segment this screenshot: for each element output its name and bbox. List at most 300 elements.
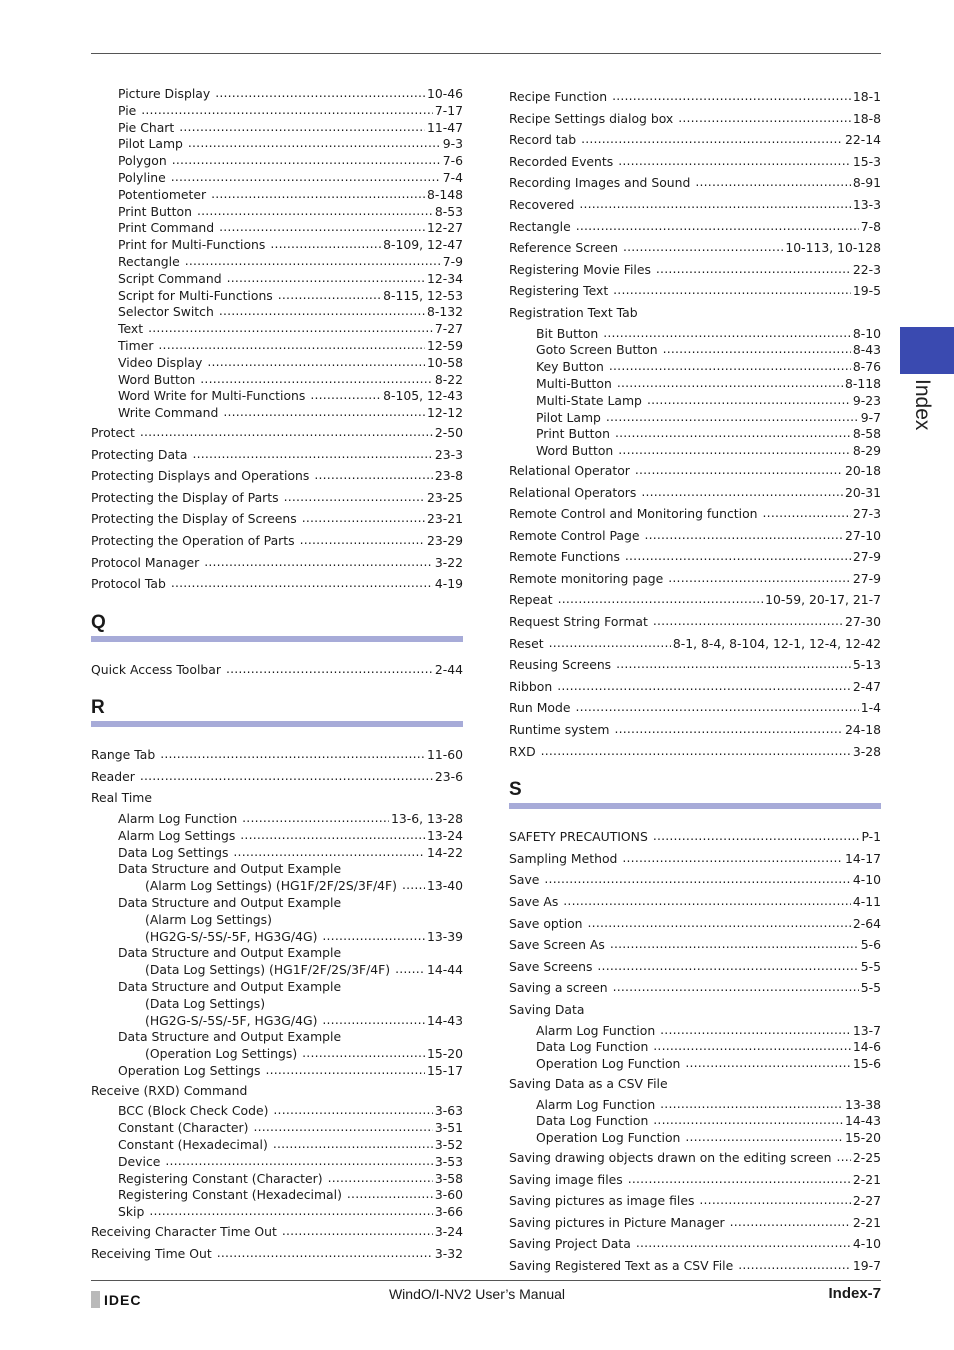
leader-dots [579,193,851,215]
index-entry-label: Remote Functions [509,549,620,565]
index-entry[interactable] [509,999,881,1021]
index-entry-page[interactable]: 3-52 [434,1137,463,1152]
leader-dots [549,632,671,654]
index-entry-page[interactable]: 10-46 [426,86,463,101]
index-entry-label: Pilot Lamp [536,409,601,425]
index-entry[interactable] [509,826,881,848]
index-entry-page[interactable]: 23-21 [426,511,463,527]
index-entry-page[interactable]: 8-22 [434,371,463,387]
index-entry-page[interactable]: 8-58 [852,426,881,442]
index-entry-page[interactable]: 7-9 [442,253,463,269]
index-entry-page[interactable]: 8-29 [852,443,881,459]
index-entry[interactable] [91,508,463,530]
index-entry[interactable] [509,151,881,173]
index-entry[interactable] [509,237,881,259]
index-entry-page[interactable]: 14-44 [426,962,463,978]
index-entry[interactable] [509,1212,881,1234]
leader-dots [328,1170,433,1187]
index-entry-page[interactable]: 3-28 [852,743,881,759]
index-entry-page[interactable]: 23-25 [426,489,463,505]
leader-dots [615,425,851,442]
index-entry[interactable] [509,482,881,504]
index-entry-page[interactable]: 7-17 [434,102,463,118]
index-entry-label: Data Log Settings [118,844,229,860]
index-entry-page[interactable]: 9-3 [442,136,463,152]
index-entry[interactable] [91,204,463,221]
index-entry-label: Record tab [509,132,577,148]
index-entry[interactable] [91,766,463,788]
index-entry[interactable] [509,719,881,741]
index-entry-page[interactable]: 13-6, 13-28 [390,811,463,827]
index-entry-page[interactable]: 2-50 [434,424,463,440]
leader-dots [302,1045,425,1062]
index-entry-page[interactable]: 8-10 [852,325,881,341]
index-side-tab-label: Index [911,379,934,431]
index-entry[interactable] [509,359,881,376]
leader-dots [233,844,425,861]
index-entry-page[interactable]: 7-6 [442,153,463,169]
index-entry[interactable] [91,1154,463,1171]
index-entry[interactable] [509,410,881,427]
index-entry-page[interactable]: 12-59 [426,337,463,353]
index-entry[interactable] [509,376,881,393]
index-entry[interactable] [509,913,881,935]
section-rule [91,636,463,642]
section-r [91,696,463,727]
index-entry[interactable] [509,280,881,302]
index-entry-label: Protect [91,424,135,440]
index-entry-page[interactable]: 2-21 [852,1214,881,1230]
index-entry[interactable] [509,891,881,913]
index-entry[interactable] [509,741,881,763]
index-entry-page[interactable]: 12-27 [426,220,463,236]
index-entry-page[interactable]: 13-38 [844,1096,881,1112]
index-entry[interactable] [91,1187,463,1204]
index-entry[interactable] [509,443,881,460]
index-entry[interactable] [509,633,881,655]
index-entry[interactable] [91,1103,463,1120]
index-entry-page[interactable]: 15-3 [852,153,881,169]
index-entry-page[interactable]: 10-113, 10-128 [785,240,881,256]
index-entry[interactable] [91,1080,463,1102]
index-entry-page[interactable]: 8-105, 12-43 [383,388,463,404]
index-entry-page[interactable]: 8-109, 12-47 [383,237,463,253]
index-entry[interactable] [91,1221,463,1243]
index-entry[interactable] [509,1233,881,1255]
leader-dots [563,890,851,912]
index-entry[interactable] [91,187,463,204]
index-entry-page[interactable]: 2-21 [852,1171,881,1187]
index-entry[interactable] [509,568,881,590]
index-entry-label: Protecting the Display of Parts [91,489,279,505]
leader-dots [165,1153,433,1170]
index-entry[interactable] [509,1255,881,1277]
index-entry-page[interactable]: 3-53 [434,1153,463,1169]
index-entry-label: Data Log Function [536,1113,649,1129]
index-entry[interactable] [91,1204,463,1221]
index-entry-page[interactable]: 15-20 [844,1130,881,1146]
index-entry[interactable] [509,525,881,547]
index-entry[interactable] [91,912,463,929]
index-entry[interactable] [91,254,463,271]
index-entry-label: Save Screen As [509,937,605,953]
index-entry-page[interactable]: 15-20 [426,1046,463,1062]
index-entry[interactable] [91,355,463,372]
index-entry-page[interactable]: P-1 [861,829,881,845]
index-entry[interactable] [91,573,463,595]
index-entry-page[interactable]: 23-3 [434,446,463,462]
index-entry[interactable] [91,153,463,170]
index-entry-label: Polygon [118,153,167,169]
leader-dots [242,810,389,827]
index-entry-page[interactable]: 7-27 [434,321,463,337]
index-entry-page[interactable]: 22-14 [844,132,881,148]
index-entry[interactable] [509,1147,881,1169]
index-entry[interactable] [509,259,881,281]
index-entry[interactable] [91,405,463,422]
index-entry-page[interactable]: 13-40 [426,878,463,894]
index-entry[interactable] [91,1046,463,1063]
index-entry[interactable] [509,611,881,633]
leader-dots [402,877,425,894]
index-entry[interactable] [91,136,463,153]
index-entry-page[interactable]: 14-22 [426,844,463,860]
index-entry-page[interactable]: 8-53 [434,203,463,219]
index-entry-page[interactable]: 4-19 [434,576,463,592]
index-entry[interactable] [509,1097,881,1114]
index-entry[interactable] [509,1169,881,1191]
leader-dots [610,933,859,955]
index-entry[interactable] [91,220,463,237]
index-entry-label: Text [118,321,144,337]
index-entry[interactable] [91,811,463,828]
index-entry-page[interactable]: 18-8 [852,110,881,126]
index-entry-label: Pie Chart [118,119,175,135]
index-entry-page[interactable]: 13-7 [852,1022,881,1038]
index-entry-label: Repeat [509,592,553,608]
index-entry-label: Print Command [118,220,215,236]
index-entry-page[interactable]: 24-18 [844,722,881,738]
index-entry[interactable] [509,1056,881,1073]
index-entry-page[interactable]: 8-76 [852,359,881,375]
index-entry[interactable] [91,878,463,895]
index-entry-page[interactable]: 9-7 [860,409,881,425]
index-entry-label: Relational Operators [509,484,637,500]
index-entry[interactable] [509,956,881,978]
index-entry-label: Alarm Log Function [118,811,238,827]
index-entry[interactable] [91,388,463,405]
index-entry-page[interactable]: 5-13 [852,657,881,673]
index-entry[interactable] [91,487,463,509]
index-entry[interactable] [91,304,463,321]
index-entry[interactable] [509,342,881,359]
index-entry-label: Reference Screen [509,240,618,256]
index-entry-page[interactable]: 14-17 [844,850,881,866]
leader-dots [141,102,433,119]
index-entry[interactable] [509,503,881,525]
index-entry[interactable] [509,654,881,676]
leader-dots [278,287,381,304]
index-entry[interactable] [91,1063,463,1080]
index-entry-page[interactable]: 14-6 [852,1039,881,1055]
index-entry-page[interactable]: 3-51 [434,1120,463,1136]
index-entry-page[interactable]: 23-6 [434,768,463,784]
index-entry-label: Relational Operator [509,462,630,478]
index-entry-label: Quick Access Toolbar [91,661,221,677]
index-entry-label: Recovered [509,196,575,212]
index-entry-page[interactable]: 2-27 [852,1193,881,1209]
leader-dots [215,85,425,102]
index-entry-page[interactable]: 11-60 [426,747,463,763]
index-entry[interactable] [91,929,463,946]
index-entry-page[interactable]: 19-5 [852,283,881,299]
index-entry[interactable] [509,1130,881,1147]
index-entry-label: Print Button [118,203,192,219]
leader-dots [663,341,851,358]
index-entry[interactable] [509,676,881,698]
index-entry-page[interactable]: 27-9 [852,549,881,565]
leader-dots [226,658,433,680]
index-entry-label: Saving Data [509,1001,585,1017]
index-entry[interactable] [91,1029,463,1046]
index-entry[interactable] [91,170,463,187]
index-entry-page[interactable]: 8-115, 12-53 [383,287,463,303]
index-entry-label: Saving image files [509,1171,623,1187]
index-entry[interactable] [91,444,463,466]
leader-dots [581,128,843,150]
index-entry[interactable] [91,372,463,389]
index-entry[interactable] [91,845,463,862]
index-entry-page[interactable]: 3-60 [434,1187,463,1203]
index-entry[interactable] [509,589,881,611]
index-entry[interactable] [91,103,463,120]
index-entry[interactable] [509,108,881,130]
index-entry[interactable] [91,945,463,962]
index-entry[interactable] [91,895,463,912]
index-entry-label: Save [509,872,540,888]
index-entry[interactable] [91,962,463,979]
leader-dots [653,825,860,847]
index-entry-page[interactable]: 11-47 [426,119,463,135]
index-entry[interactable] [91,86,463,103]
index-entry-label: Picture Display [118,86,211,101]
index-entry-page[interactable]: 14-43 [426,1012,463,1028]
leader-dots [217,1242,433,1264]
index-entry-page[interactable]: 2-47 [852,678,881,694]
index-entry-page[interactable]: 23-29 [426,532,463,548]
index-entry[interactable] [91,1243,463,1265]
index-entry-page[interactable]: 14-43 [844,1113,881,1129]
index-entry-label: Recipe Function [509,89,608,104]
index-entry[interactable] [509,302,881,324]
index-entry-page[interactable]: 23-8 [434,468,463,484]
index-entry-page[interactable]: 27-9 [852,570,881,586]
index-entry-label: (Alarm Log Settings) (HG1F/2F/2S/3F/4F) [145,878,397,894]
index-entry-label: Protecting Displays and Operations [91,468,310,484]
idec-logo-text: IDEC [104,1291,142,1308]
index-entry-page[interactable]: 8-118 [844,375,881,391]
index-entry[interactable] [509,848,881,870]
leader-dots [836,1146,850,1168]
index-entry[interactable] [509,546,881,568]
index-entry-page[interactable]: 20-31 [844,484,881,500]
index-entry[interactable] [509,393,881,410]
index-entry[interactable] [91,321,463,338]
index-entry-page[interactable]: 27-30 [844,614,881,630]
index-entry[interactable] [509,194,881,216]
index-entry-page[interactable]: 2-25 [852,1149,881,1165]
leader-dots [197,203,433,220]
index-entry-page[interactable]: 5-5 [860,958,881,974]
index-entry[interactable] [91,465,463,487]
index-entry-page[interactable]: 5-6 [860,937,881,953]
index-entry[interactable] [509,934,881,956]
index-entry-page[interactable]: 13-3 [852,196,881,212]
index-entry[interactable] [91,338,463,355]
index-entry[interactable] [91,530,463,552]
index-entry[interactable] [509,1023,881,1040]
index-entry-page[interactable]: 20-18 [844,462,881,478]
leader-dots [685,1055,851,1072]
index-entry[interactable] [91,271,463,288]
index-entry-label: Receive (RXD) Command [91,1082,248,1098]
index-entry-page[interactable]: 3-58 [434,1170,463,1186]
index-entry-page[interactable]: 4-10 [852,872,881,888]
index-entry[interactable] [91,1013,463,1030]
index-entry-label: Run Mode [509,700,571,716]
index-entry-page[interactable]: 27-10 [844,527,881,543]
index-entry-label: BCC (Block Check Code) [118,1103,269,1119]
index-entry[interactable] [91,659,463,681]
leader-dots [282,1220,433,1242]
index-entry[interactable] [509,1039,881,1056]
index-entry[interactable] [509,426,881,443]
index-entry-page[interactable]: 13-24 [426,827,463,843]
index-entry[interactable] [509,1073,881,1095]
leader-dots [647,392,851,409]
index-entry[interactable] [91,744,463,766]
index-entry-page[interactable]: 3-63 [434,1103,463,1119]
index-entry-page[interactable]: 4-11 [852,894,881,909]
index-entry-page[interactable]: 12-34 [426,270,463,286]
index-entry[interactable] [91,1171,463,1188]
leader-dots [193,443,433,465]
index-entry-page[interactable]: 3-22 [434,554,463,570]
index-entry-page[interactable]: 7-8 [860,218,881,234]
leader-dots [185,253,441,270]
index-entry-label: Skip [118,1204,145,1220]
index-entry-page[interactable]: 4-10 [852,1236,881,1252]
index-entry[interactable] [91,996,463,1013]
leader-dots [668,567,851,589]
index-entry[interactable] [91,1137,463,1154]
index-entry[interactable] [91,120,463,137]
index-entry-page[interactable]: 3-66 [434,1204,463,1220]
index-entry-page[interactable]: 19-7 [852,1257,881,1273]
index-entry-page[interactable]: 2-44 [434,661,463,677]
index-entry-label: Multi-State Lamp [536,392,642,408]
index-entry[interactable] [509,86,881,108]
index-entry[interactable] [91,288,463,305]
index-entry[interactable] [509,697,881,719]
leader-dots [576,215,859,237]
index-entry-page[interactable]: 22-3 [852,261,881,277]
index-entry-page[interactable]: 8-43 [852,342,881,358]
index-entry-label: Protocol Tab [91,576,166,592]
index-entry[interactable] [91,861,463,878]
index-entry[interactable] [509,172,881,194]
index-entry-page[interactable]: 7-4 [442,169,463,185]
index-entry[interactable] [509,1113,881,1130]
leader-dots [284,486,425,508]
leader-dots [609,358,851,375]
index-entry[interactable] [91,1120,463,1137]
index-entry[interactable] [509,869,881,891]
leader-dots [149,1203,433,1220]
index-entry[interactable] [509,216,881,238]
index-entry[interactable] [91,422,463,444]
index-entry-page[interactable]: 15-17 [426,1063,463,1079]
index-entry-label: Request String Format [509,614,648,630]
section-letter: R [91,697,105,719]
index-entry-page[interactable]: 12-12 [426,405,463,421]
leader-dots [544,868,850,890]
index-entry-label: Constant (Character) [118,1120,249,1136]
index-entry[interactable] [91,979,463,996]
index-entry[interactable] [91,787,463,809]
index-entry-page[interactable]: 1-4 [860,700,881,716]
index-entry-label: Data Structure and Output Example [118,945,342,961]
index-entry-page[interactable]: 8-91 [852,175,881,191]
leader-dots [253,1119,432,1136]
leader-dots [273,1102,432,1119]
index-entry-label: Saving Project Data [509,1236,631,1252]
leader-dots [678,107,851,129]
index-entry[interactable] [91,237,463,254]
index-entry-page[interactable]: 18-1 [852,89,881,104]
index-entry[interactable] [91,828,463,845]
index-entry-page[interactable]: 15-6 [852,1056,881,1072]
index-entry[interactable] [91,552,463,574]
index-entry[interactable] [509,977,881,999]
index-entry-page[interactable]: 3-24 [434,1223,463,1239]
index-entry[interactable] [509,460,881,482]
index-entry-page[interactable]: 2-64 [852,915,881,931]
index-entry-label: Registering Movie Files [509,261,651,277]
index-entry-page[interactable]: 27-3 [852,506,881,522]
index-entry[interactable] [509,1190,881,1212]
leader-dots [322,928,425,945]
index-entry-label: Data Structure and Output Example [118,861,342,877]
index-entry-label: Print for Multi-Functions [118,237,266,253]
index-entry-page[interactable]: 8-1, 8-4, 8-104, 12-1, 12-4, 12-42 [672,635,881,651]
leader-dots [695,171,850,193]
index-entry-label: Data Structure and Output Example [118,895,342,911]
leader-dots [158,337,425,354]
index-entry-page[interactable]: 3-32 [434,1245,463,1261]
index-entry-page[interactable]: 13-39 [426,928,463,944]
index-entry[interactable] [509,326,881,343]
index-entry-page[interactable]: 8-148 [426,186,463,202]
index-entry-page[interactable]: 8-132 [426,304,463,320]
index-entry-label: Receiving Time Out [91,1245,212,1261]
index-entry-page[interactable]: 10-58 [426,354,463,370]
index-entry-page[interactable]: 10-59, 20-17, 21-7 [765,592,881,608]
index-entry[interactable] [509,129,881,151]
index-entry-page[interactable]: 5-5 [860,980,881,996]
index-entry-page[interactable]: 9-23 [852,392,881,408]
index-entry-label: Device [118,1153,161,1169]
